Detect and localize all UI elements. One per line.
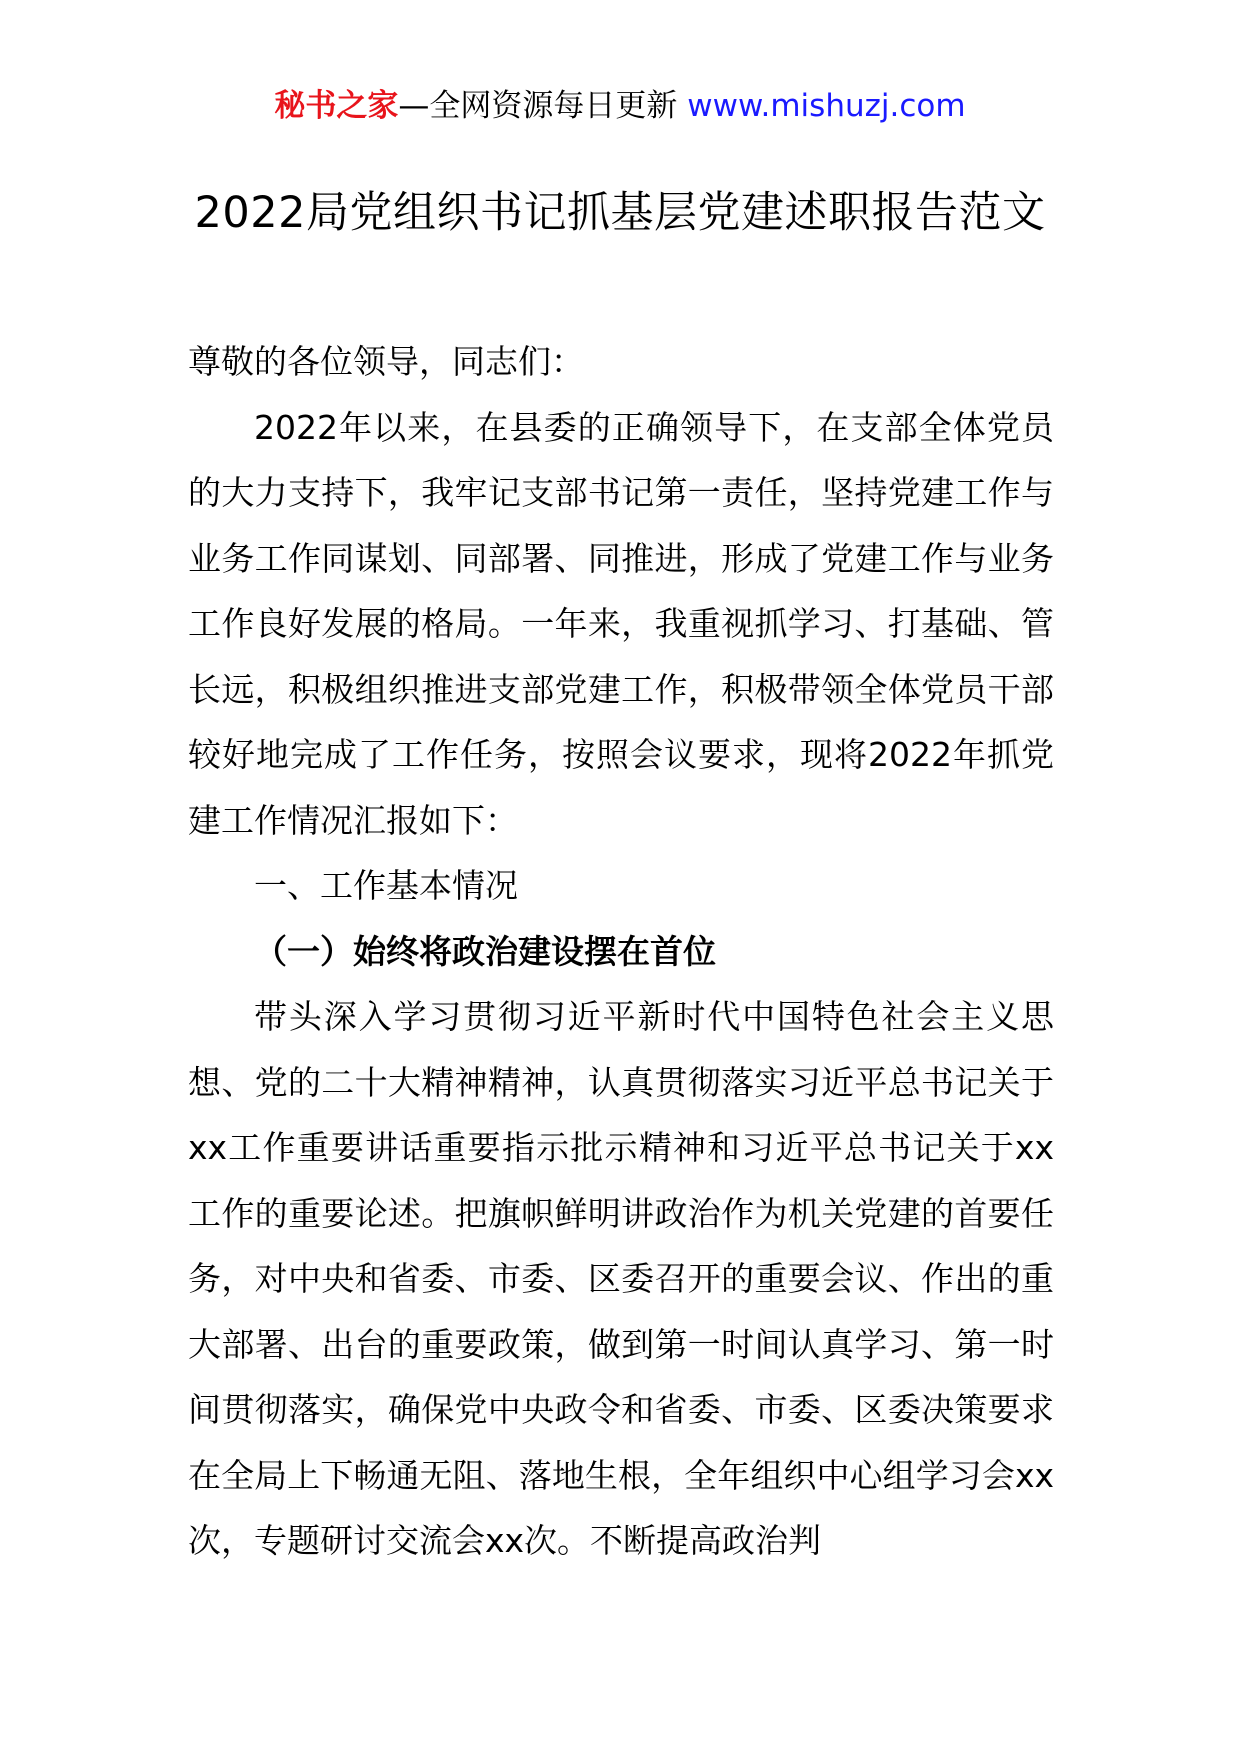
site-brand: 秘书之家 [274, 88, 399, 124]
document-body [188, 329, 1054, 1574]
site-tagline: —全网资源每日更新 [398, 88, 688, 124]
section-heading: 一、工作基本情况 [254, 866, 518, 905]
site-header [0, 84, 1240, 128]
intro-paragraph: 2022年以来，在县委的正确领导下，在支部全体党员的大力支持下，我牢记支部书记第一责任，坚持党建工作与业务工作同谋划、同部署、同推进，形成了党建工作与业务工作良好发展的格局。一年来，我重视抓学习、打基础、管长远，积极组织推进支部党建工作，积极带领全体党员干部较好地完成了工作任务，按照会议要求，现将2022年抓党建工作情况汇报如下： [188, 407, 1054, 840]
section-paragraph: 带头深入学习贯彻习近平新时代中国特色社会主义思想、党的二十大精神精神，认真贯彻落实习近平总书记关于xx工作重要讲话重要指示批示精神和习近平总书记关于xx工作的重要论述。把旗帜鲜明讲政治作为机关党建的首要任务，对中央和省委、市委、区委召开的重要会议、作出的重大部署、出台的重要政策，做到第一时间认真学习、第一时间贯彻落实，确保党中央政令和省委、市委、区委决策要求在全局上下畅通无阻、落地生根，全年组织中心组学习会xx次，专题研讨交流会xx次。不断提高政治判 [188, 997, 1054, 1560]
subsection-heading: （一）始终将政治建设摆在首位 [254, 931, 716, 971]
salutation: 尊敬的各位领导，同志们： [188, 342, 584, 381]
document-title: 2022局党组织书记抓基层党建述职报告范文 [194, 188, 1046, 238]
site-url-link[interactable]: www.mishuzj.com [687, 88, 966, 124]
